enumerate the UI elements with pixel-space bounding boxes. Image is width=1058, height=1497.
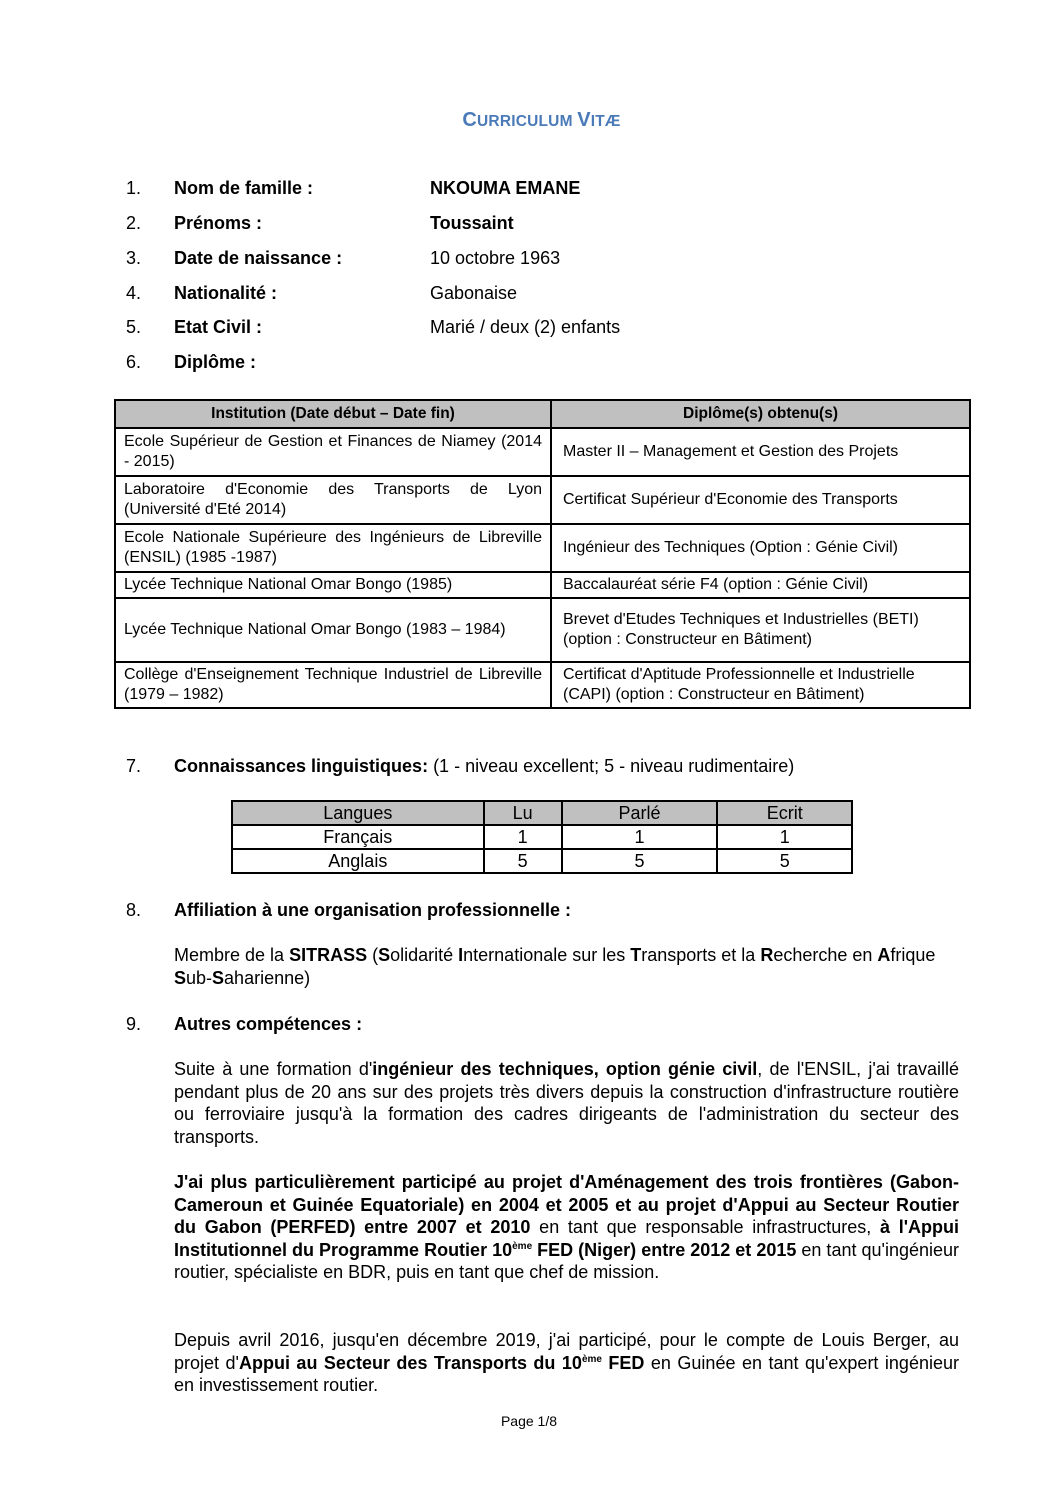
text-run: aharienne) [224, 967, 311, 988]
info-label: Etat Civil : [174, 317, 263, 337]
header-lu: Lu [484, 801, 562, 825]
text-run: olidarité [390, 945, 459, 965]
diploma-cell [551, 572, 970, 598]
diploma-table-header [115, 400, 970, 428]
title-initial-v: V [577, 109, 591, 131]
info-value: Marié / deux (2) enfants [430, 317, 621, 337]
text-run: FED (Niger) entre 2012 et 2015 [532, 1239, 797, 1260]
diploma-cell [551, 428, 970, 476]
text-run: Suite à une formation d' [174, 1059, 373, 1079]
text-run: ( [367, 945, 379, 965]
institution-cell: Lycée Technique National Omar Bongo (1983 – 1984) [115, 598, 551, 662]
language-cell: 5 [562, 849, 718, 873]
info-value: 10 octobre 1963 [430, 248, 561, 268]
text-run: en tant qu'ingénieur routier, spécialiste en BDR, puis en tant que chef de mission. [174, 1239, 959, 1282]
text-run: Appui au Secteur des Transports du 10 [238, 1352, 582, 1373]
info-label: Date de naissance : [174, 248, 343, 268]
text-run: ème [512, 1240, 533, 1252]
info-value: NKOUMA EMANE [430, 178, 581, 198]
language-cell: 1 [717, 825, 852, 849]
diploma-line: Certificat d'Aptitude Professionnelle et Industrielle (CAPI) (option : Constructeur en Bâtiment) [563, 666, 915, 703]
language-row [232, 825, 852, 849]
section-label: Affiliation à une organisation professionnelle : [174, 900, 572, 920]
info-value: Gabonaise [430, 283, 518, 303]
text-run: en Guinée en tant qu'expert ingénieur en investissement routier. [174, 1352, 959, 1395]
page-number: Page 1/8 [500, 1413, 558, 1429]
info-label: Prénoms : [174, 213, 263, 233]
diploma-line: Brevet d'Etudes Techniques et Industrielles (BETI) [563, 611, 919, 628]
header-parle: Parlé [562, 801, 718, 825]
text-run: R [760, 945, 774, 965]
language-row [232, 849, 852, 873]
institution-cell: Collège d'Enseignement Technique Industriel de Libreville (1979 – 1982) [115, 662, 551, 708]
header-diploma: Diplôme(s) obtenu(s) [551, 400, 970, 428]
languages-note: (1 - niveau excellent; 5 - niveau rudimentaire) [428, 756, 795, 776]
section-number: 8. [126, 900, 142, 920]
diploma-cell [551, 662, 970, 708]
info-number: 4. [126, 283, 142, 303]
text-run: Depuis avril 2016, jusqu'en décembre 2019, j'ai participé, pour le compte de Louis Berger, au projet d' [174, 1330, 959, 1373]
diploma-row [115, 662, 970, 708]
info-value: Toussaint [430, 213, 514, 233]
language-cell: Français [232, 825, 484, 849]
title-part-1: URRICULUM [477, 113, 578, 130]
skills-paragraph-2 [174, 1171, 959, 1284]
diploma-line: Certificat Supérieur d'Economie des Transports [563, 491, 898, 508]
diploma-cell [551, 524, 970, 572]
text-run: ingénieur des techniques, option génie civil [372, 1059, 758, 1079]
text-run: S [378, 945, 391, 965]
header-langues: Langues [232, 801, 484, 825]
text-run: S [174, 967, 187, 988]
text-run: SITRASS [289, 945, 368, 965]
info-number: 2. [126, 213, 142, 233]
skills-paragraph-3 [174, 1329, 959, 1397]
institution-cell: Laboratoire d'Economie des Transports de Lyon (Université d'Eté 2014) [115, 476, 551, 524]
info-number: 3. [126, 248, 142, 268]
text-run: S [212, 967, 225, 988]
diploma-line: (option : Constructeur en Bâtiment) [563, 631, 813, 648]
info-number: 6. [126, 352, 142, 372]
institution-cell: Ecole Nationale Supérieure des Ingénieurs de Libreville (ENSIL) (1985 -1987) [115, 524, 551, 572]
text-run: , de l'ENSIL, j'ai travaillé pendant plus de 20 ans sur des projets très divers depuis la construction d'infrastructure routière ou ferroviaire jusqu'à la formation des cadres dirigeants de l'administration du secteur des transports. [174, 1059, 959, 1147]
text-run: ransports et la [641, 945, 761, 965]
affiliation-text [174, 944, 959, 989]
section-label: Autres compétences : [174, 1014, 363, 1034]
languages-table-header [232, 801, 852, 825]
diploma-row [115, 598, 970, 662]
diploma-line: Master II – Management et Gestion des Projets [563, 443, 899, 460]
diploma-line: Baccalauréat série F4 (option : Génie Civil) [563, 576, 869, 593]
info-number: 1. [126, 178, 142, 198]
skills-paragraph-1 [174, 1058, 959, 1148]
text-run: J'ai plus particulièrement participé au projet d'Aménagement des trois frontières (Gabon-Cameroun et Guinée Equatoriale) en 2004 et 2005 et au projet d'Appui au Secteur Routier du Gabon (PERFED) entre 2007 et 2010 [174, 1172, 959, 1237]
header-institution: Institution (Date début – Date fin) [115, 400, 551, 428]
document-title [0, 109, 1058, 132]
section-number: 9. [126, 1014, 142, 1034]
section-label [174, 756, 794, 777]
diploma-table [114, 399, 971, 709]
info-label: Diplôme : [174, 352, 257, 372]
text-run: frique [890, 945, 936, 965]
language-cell: Anglais [232, 849, 484, 873]
title-part-2: ITÆ [590, 113, 621, 130]
text-run: T [630, 945, 642, 965]
info-label: Nationalité : [174, 283, 278, 303]
diploma-row [115, 524, 970, 572]
info-label: Nom de famille : [174, 178, 314, 198]
language-cell: 5 [484, 849, 562, 873]
text-run: A [877, 945, 891, 965]
diploma-row [115, 428, 970, 476]
text-run: ub- [186, 967, 213, 988]
section-number: 7. [126, 756, 142, 776]
language-cell: 1 [562, 825, 718, 849]
institution-cell: Ecole Supérieur de Gestion et Finances de Niamey (2014 - 2015) [115, 428, 551, 476]
diploma-row [115, 476, 970, 524]
text-run: à l'Appui Institutionnel du Programme Routier 10 [174, 1217, 960, 1260]
text-run: Membre de la [174, 945, 290, 965]
text-run: en tant que responsable infrastructures, [530, 1217, 880, 1237]
languages-table [231, 800, 853, 874]
diploma-row [115, 572, 970, 598]
text-run: nternationale sur les [463, 945, 631, 965]
diploma-cell [551, 476, 970, 524]
diploma-cell [551, 598, 970, 662]
info-number: 5. [126, 317, 142, 337]
institution-cell: Lycée Technique National Omar Bongo (1985) [115, 572, 551, 598]
text-run: echerche en [773, 945, 878, 965]
text-run: I [458, 945, 464, 965]
text-run: FED [601, 1352, 645, 1373]
languages-label: Connaissances linguistiques: [174, 756, 429, 776]
title-initial-c: C [462, 109, 478, 131]
diploma-line: Ingénieur des Techniques (Option : Génie Civil) [563, 539, 898, 556]
language-cell: 1 [484, 825, 562, 849]
header-ecrit: Ecrit [717, 801, 852, 825]
text-run: ème [581, 1353, 602, 1365]
language-cell: 5 [717, 849, 852, 873]
